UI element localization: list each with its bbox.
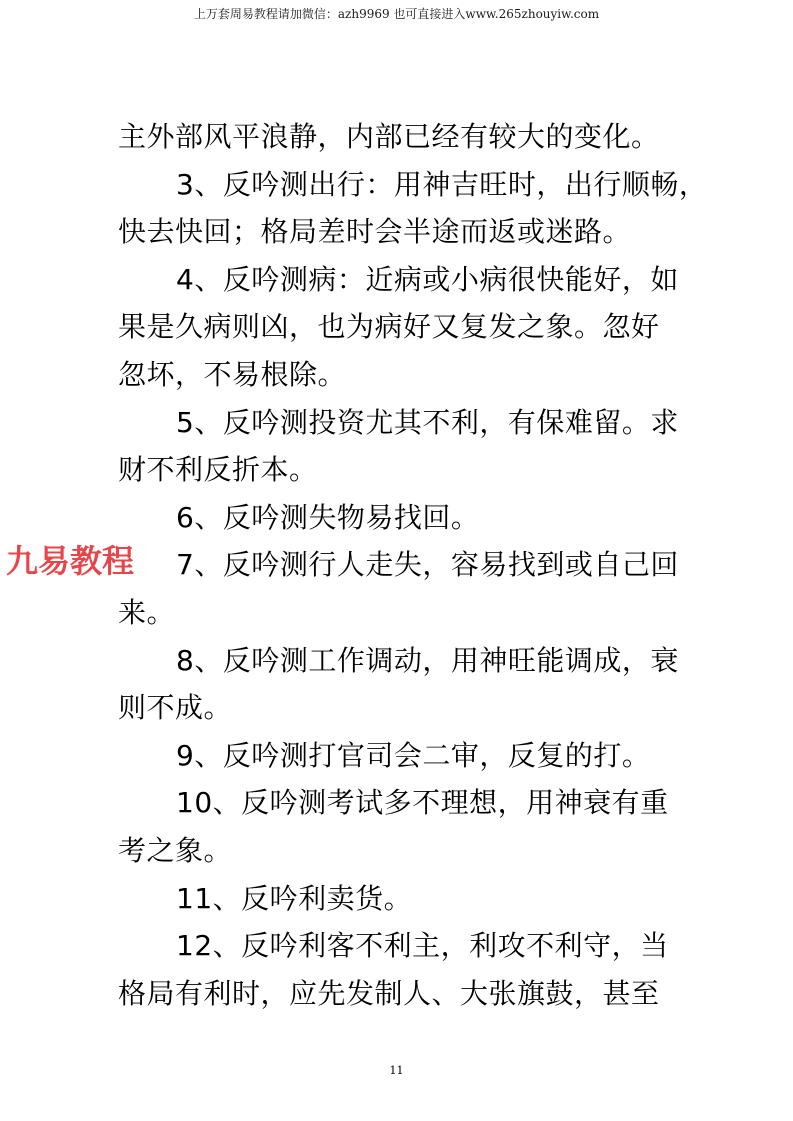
document-body — [118, 113, 708, 1017]
paragraph-item-8 — [118, 637, 680, 732]
page-number: 11 — [389, 1064, 404, 1077]
paragraph-item-10 — [118, 779, 680, 874]
text-line: 6、反吟测失物易找回。 — [176, 500, 480, 534]
text-line: 10、反吟测考试多不理想，用神衰有重 — [176, 786, 669, 820]
paragraph-item-6 — [118, 494, 680, 542]
text-line: 快去快回；格局差时会半途而返或迷路。 — [118, 215, 632, 249]
text-line: 4、反吟测病：近病或小病很快能好，如 — [176, 262, 679, 296]
paragraph-item-9 — [118, 732, 680, 780]
text-line: 格局有利时，应先发制人、大张旗鼓，甚至 — [118, 976, 660, 1010]
paragraph-item-3 — [118, 161, 708, 256]
text-line: 5、反吟测投资尤其不利，有保难留。求 — [176, 405, 679, 439]
watermark-logo: 九易教程 — [6, 542, 135, 580]
text-line: 7、反吟测行人走失，容易找到或自己回 — [176, 548, 679, 582]
text-line: 财不利反折本。 — [118, 453, 318, 487]
text-line: 考之象。 — [118, 833, 233, 867]
page-header: 上万套周易教程请加微信：azh9969 也可直接进入www.265zhouyiw.com — [193, 7, 600, 21]
paragraph-continuation — [118, 113, 680, 161]
text-line: 来。 — [118, 595, 176, 629]
text-line: 11、反吟利卖货。 — [176, 881, 413, 915]
text-line: 忽坏，不易根除。 — [118, 357, 347, 391]
paragraph-item-5 — [118, 399, 680, 494]
paragraph-item-12 — [118, 922, 680, 1017]
paragraph-item-4 — [118, 256, 680, 399]
paragraph-item-7 — [118, 541, 680, 636]
text-line: 主外部风平浪静，内部已经有较大的变化。 — [118, 120, 660, 153]
text-line: 果是久病则凶，也为病好又复发之象。忽好 — [118, 310, 660, 344]
text-line: 则不成。 — [118, 691, 233, 725]
text-line: 3、反吟测出行：用神吉旺时，出行顺畅， — [176, 167, 708, 201]
text-line: 12、反吟利客不利主，利攻不利守，当 — [176, 929, 669, 963]
paragraph-item-11 — [118, 875, 680, 923]
text-line: 8、反吟测工作调动，用神旺能调成，衰 — [176, 643, 679, 677]
text-line: 9、反吟测打官司会二审，反复的打。 — [176, 738, 651, 772]
